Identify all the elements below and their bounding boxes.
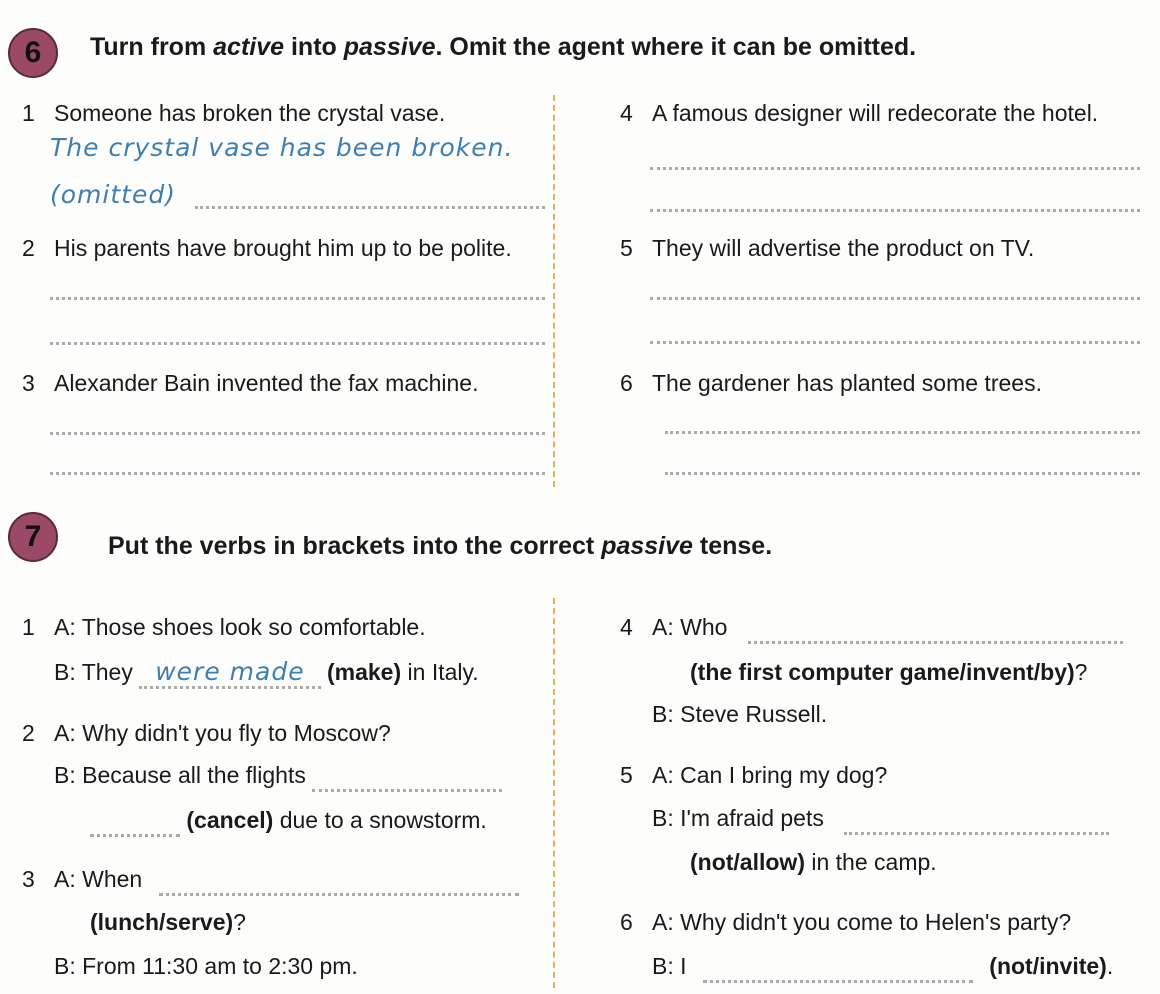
ex7-item-6-b: B: I (not/invite). (652, 952, 1113, 983)
exercise-6-instruction: Turn from active into passive. Omit the agent where it can be omitted. (90, 33, 917, 61)
ex7-item-5-b-cont: (not/allow) in the camp. (690, 849, 937, 875)
answer-line[interactable] (665, 431, 1140, 434)
ex6-item-2: 2 His parents have brought him up to be polite. (22, 235, 512, 261)
ex7-item-3-a: 3 A: When (22, 865, 519, 896)
answer-blank[interactable] (159, 865, 519, 896)
badge-number: 6 (24, 36, 42, 69)
exercise-7-instruction: Put the verbs in brackets into the correct passive tense. (108, 532, 773, 560)
answer-line[interactable] (50, 472, 545, 475)
answer-line[interactable] (650, 167, 1140, 170)
answer-line[interactable] (195, 206, 545, 209)
answer-blank[interactable] (312, 761, 502, 792)
ex6-item-1: 1 Someone has broken the crystal vase. (22, 100, 446, 126)
ex6-answer-1-line2[interactable]: (omitted) (50, 180, 176, 209)
badge-number: 7 (24, 520, 42, 553)
ex6-item-4: 4 A famous designer will redecorate the hotel. (620, 100, 1099, 126)
ex6-item-5: 5 They will advertise the product on TV. (620, 235, 1035, 261)
answer-line[interactable] (650, 209, 1140, 212)
ex7-item-4-verb: (the first computer game/invent/by)? (690, 659, 1088, 685)
ex6-item-3: 3 Alexander Bain invented the fax machine. (22, 370, 479, 396)
ex6-answer-1-line1[interactable]: The crystal vase has been broken. (50, 133, 514, 162)
answer-line[interactable] (50, 432, 545, 435)
answer-line[interactable] (650, 341, 1140, 344)
answer-line[interactable] (50, 342, 545, 345)
ex7-item-4-b: B: Steve Russell. (652, 701, 828, 727)
ex7-item-3-b: B: From 11:30 am to 2:30 pm. (54, 953, 358, 979)
column-divider (553, 95, 555, 487)
answer-blank[interactable] (703, 952, 973, 983)
ex7-item-1-a: 1 A: Those shoes look so comfortable. (22, 614, 426, 640)
column-divider (553, 598, 555, 988)
ex7-item-4-a: 4 A: Who (620, 613, 1123, 644)
exercise-number-badge (8, 28, 58, 78)
ex7-item-2-b: B: Because all the flights (54, 761, 502, 792)
answer-blank[interactable] (844, 804, 1109, 835)
ex7-item-6-a: 6 A: Why didn't you come to Helen's party? (620, 909, 1072, 935)
answer-blank[interactable]: were made (139, 658, 320, 689)
ex7-item-1-b: B: They were made (make) in Italy. (54, 658, 479, 689)
ex7-item-5-a: 5 A: Can I bring my dog? (620, 762, 888, 788)
answer-line[interactable] (665, 472, 1140, 475)
ex7-item-2-b-cont: (cancel) due to a snowstorm. (90, 806, 487, 837)
answer-blank[interactable] (90, 806, 180, 837)
answer-line[interactable] (650, 297, 1140, 300)
ex7-item-2-a: 2 A: Why didn't you fly to Moscow? (22, 720, 391, 746)
answer-line[interactable] (50, 297, 545, 300)
ex7-item-3-verb: (lunch/serve)? (90, 909, 246, 935)
ex7-item-5-b: B: I'm afraid pets (652, 804, 1109, 835)
exercise-number-badge (8, 512, 58, 562)
answer-blank[interactable] (748, 613, 1123, 644)
ex6-item-6: 6 The gardener has planted some trees. (620, 370, 1042, 396)
